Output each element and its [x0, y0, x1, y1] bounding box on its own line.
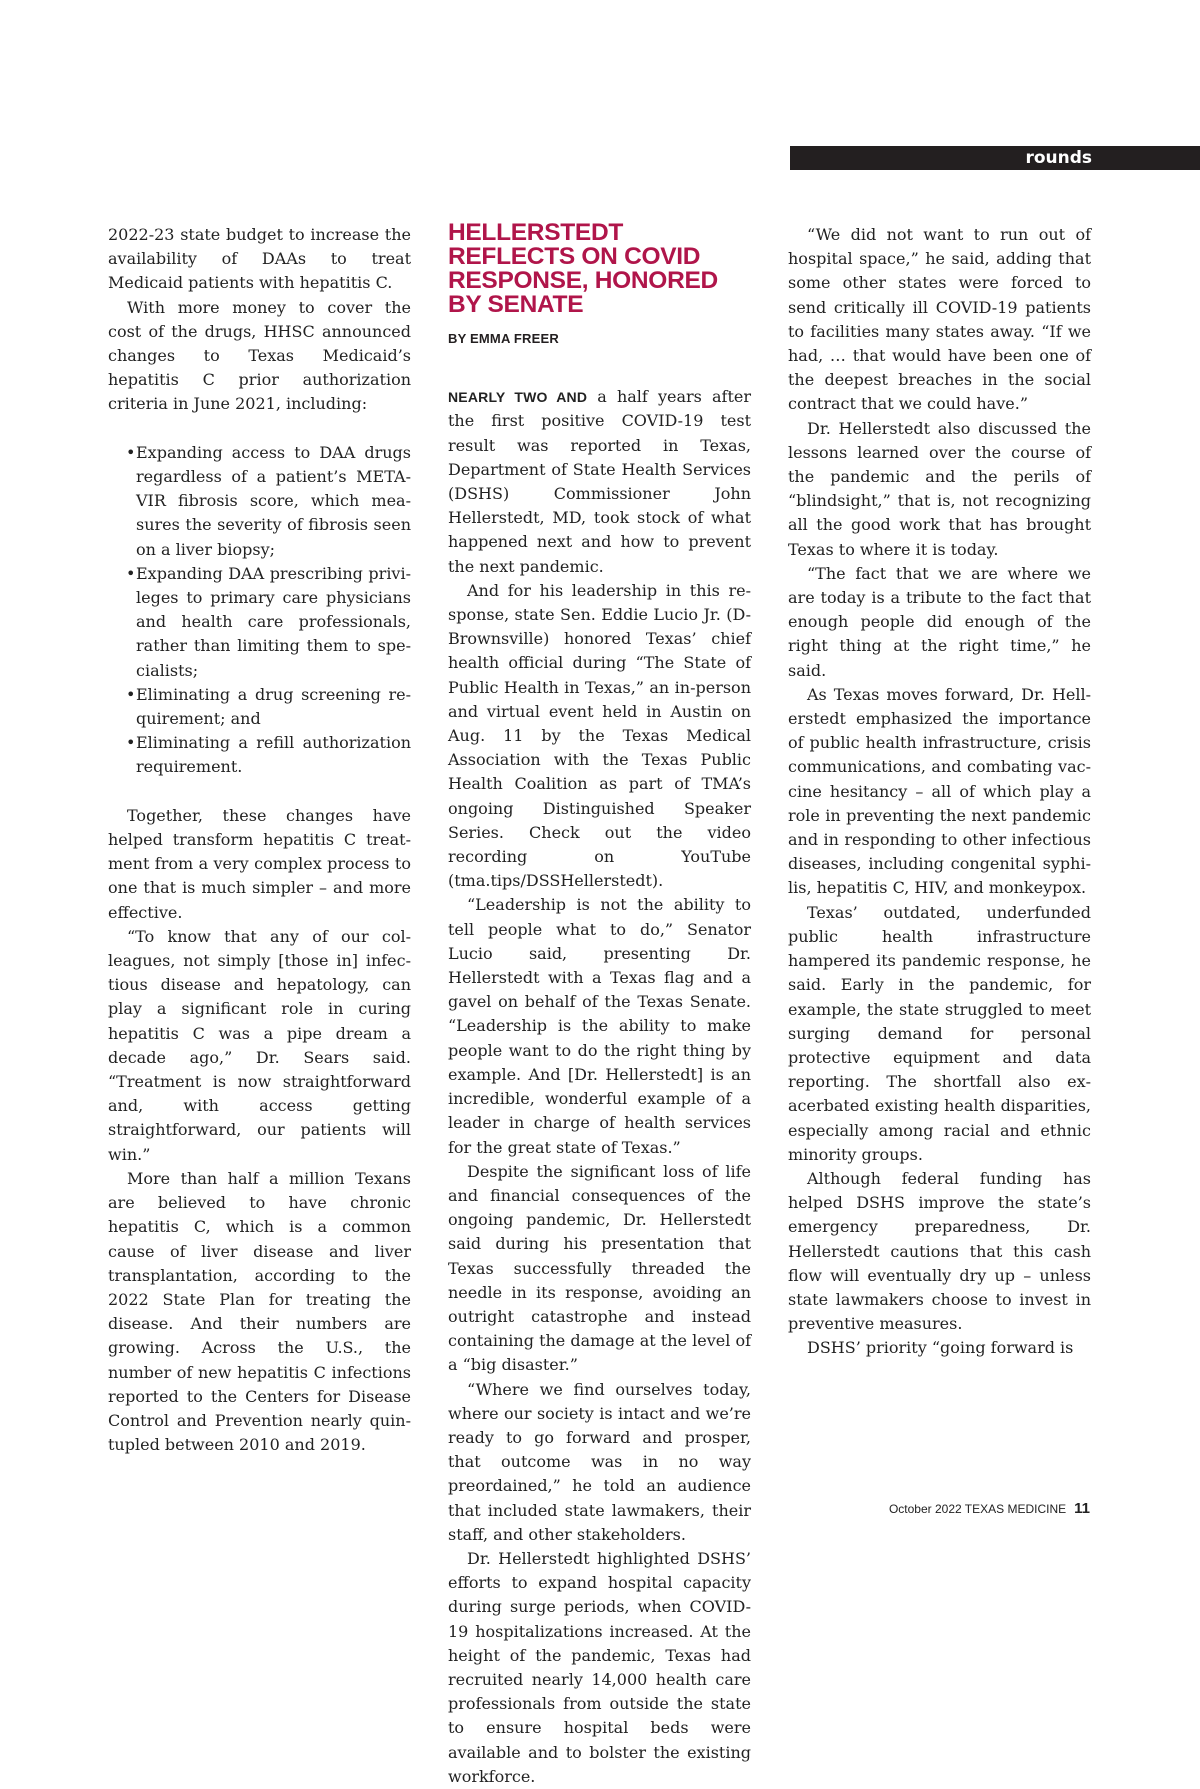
- article-headline: HELLERSTEDT REFLECTS ON COVID RESPONSE, HONORED BY SENATE: [448, 219, 718, 318]
- paragraph: With more money to cover the cost of the drugs, HHSC announced changes to Texas Medicaid’s hepatitis C prior authorization criteria in June 2021, including:: [108, 297, 411, 414]
- paragraph: Although federal funding has helped DSHS improve the state’s emergency preparedness, Dr. Hellerstedt cautions that this cash flow will eventually dry up – unless state lawmakers choose to invest in preventive measures.: [788, 1168, 1091, 1334]
- issue-label: October 2022 TEXAS MEDICINE: [888, 1502, 1067, 1516]
- page-number: 11: [1074, 1500, 1090, 1517]
- article-byline: BY EMMA FREER: [448, 331, 559, 346]
- paragraph: 2022-23 state budget to increase the availability of DAAs to treat Medicaid patients with hepatitis C.: [108, 225, 411, 293]
- list-item: • Expanding access to DAA drugs regardless of a patient’s METAVIR fibrosis score, which measures the severity of fibrosis seen on a liver biopsy;: [136, 441, 411, 562]
- column-middle: [448, 219, 751, 1789]
- paragraph-continued: Dr. Hellerstedt highlighted DSHS’ efforts to expand hospital capacity during surge periods, when COVID-19 hospitalizations increased. At the height of the pandemic, Texas had recruited nearly 14,000 health care professionals from outside the state to ensure hospital beds were available and to bolster the existing workforce.: [448, 1548, 751, 1786]
- column-right: [788, 223, 1091, 1361]
- lead-text: a half years after the first positive COVID-19 test result was reported in Texas, Department of State Health Services (DSHS) Commissioner John Hellerstedt, MD, took stock of what happened next and how to prevent the next pandemic.: [448, 387, 751, 576]
- paragraph: “Leadership is not the ability to tell people what to do,” Senator Lucio said, presenting Dr. Hellerstedt with a Texas flag and a gavel on behalf of the Texas Senate. “Leadership is the ability to make people want to do the right thing by example. And [Dr. Hellerstedt] is an incredible, wonderful example of a leader in charge of health services for the great state of Texas.”: [448, 895, 751, 1157]
- paragraph: More than half a million Texans are believed to have chronic hepatitis C, which is a common cause of liver disease and liver transplantation, according to the 2022 State Plan for treating the disease. And their numbers are growing. Across the U.S., the number of new hepatitis C infections reported to the Centers for Disease Control and Prevention nearly quintupled between 2010 and 2019.: [108, 1168, 411, 1455]
- paragraph: “The fact that we are where we are today is a tribute to the fact that enough people did enough of the right thing at the right time,” he said.: [788, 563, 1091, 680]
- paragraph: Dr. Hellerstedt also discussed the lessons learned over the course of the pandemic and the perils of “blindsight,” that is, not recognizing all the good work that has brought Texas to where it is today.: [788, 418, 1091, 559]
- lead-in: NEARLY TWO AND: [448, 389, 588, 406]
- paragraph: Despite the significant loss of life and financial consequences of the ongoing pandemic, Dr. Hellerstedt said during his presentation that Texas successfully threaded the needle in its response, avoiding an outright catastrophe and instead containing the damage at the level of a “big disaster.”: [448, 1161, 751, 1375]
- list-item: • Eliminating a refill authorization requirement.: [136, 731, 411, 779]
- lead-paragraph: [448, 385, 751, 579]
- paragraph: DSHS’ priority “going forward is: [807, 1338, 1074, 1358]
- column-left: [108, 223, 411, 1457]
- paragraph: Together, these changes have helped transform hepatitis C treatment from a very complex process to one that is much simpler – and more effective.: [108, 805, 411, 922]
- paragraph: “To know that any of our colleagues, not simply [those in] infectious disease and hepatology, can play a significant role in curing hepatitis C was a pipe dream a decade ago,” Dr. Sears said. “Treatment is now straightforward and, with access getting straightforward, our patients will win.”: [108, 926, 411, 1164]
- section-label: rounds: [790, 146, 1200, 170]
- paragraph: Texas’ outdated, underfunded public health infrastructure hampered its pandemic response, he said. Early in the pandemic, for example, the state struggled to meet surging demand for personal protective equipment and data reporting. The shortfall also exacerbated existing health disparities, especially among racial and ethnic minority groups.: [788, 902, 1091, 1164]
- paragraph: And for his leadership in this response, state Sen. Eddie Lucio Jr. (D-Brownsville) honored Texas’ chief health official during “The State of Public Health in Texas,” an in-person and virtual event held in Austin on Aug. 11 by the Texas Medical Association with the Texas Public Health Coalition as part of TMA’s ongoing Distinguished Speaker Series. Check out the video recording on YouTube (tma.tips/DSSHellerstedt).: [448, 580, 751, 891]
- list-item: • Expanding DAA prescribing privileges to primary care physicians and health care professionals, rather than limiting them to specialists;: [136, 562, 411, 683]
- list-item: • Eliminating a drug screening requirement; and: [136, 683, 411, 731]
- criteria-list: [108, 441, 411, 780]
- page-footer: [889, 1500, 1090, 1517]
- paragraph: “We did not want to run out of hospital space,” he said, adding that some other states were forced to send critically ill COVID-19 patients to facilities many states away. “If we had, … that would have been one of the deepest breaches in the social contract that we could have.”: [788, 225, 1091, 414]
- paragraph: “Where we find ourselves today, where our society is intact and we’re ready to go forward and prosper, that outcome was in no way preordained,” he told an audience that included state lawmakers, their staff, and other stakeholders.: [448, 1379, 751, 1544]
- paragraph: As Texas moves forward, Dr. Hellerstedt emphasized the importance of public health infrastructure, crisis communications, and combating vaccine hesitancy – all of which play a role in preventing the next pandemic and in responding to other infectious diseases, including congenital syphilis, hepatitis C, HIV, and monkeypox.: [788, 684, 1091, 898]
